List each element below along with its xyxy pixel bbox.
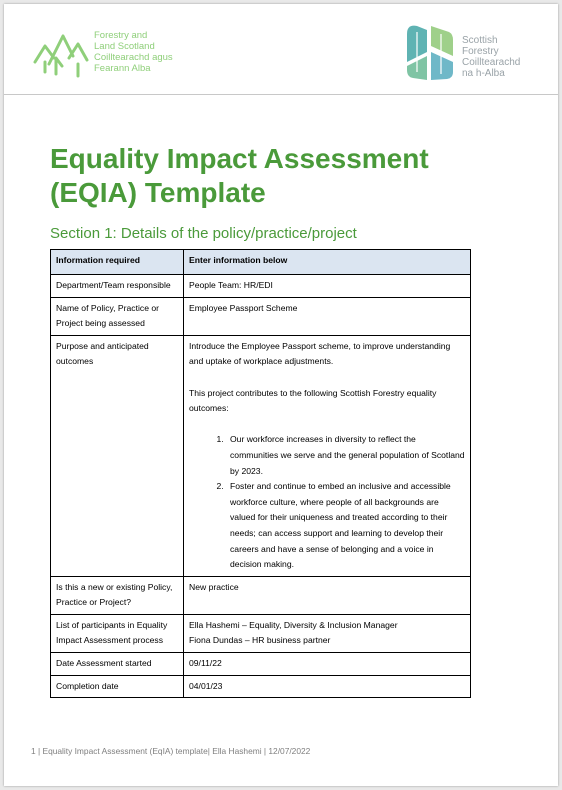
right-logo-line: Coilltearachd bbox=[462, 57, 521, 68]
document-page bbox=[4, 4, 558, 786]
left-logo-line: Coilltearachd agus bbox=[94, 52, 173, 63]
eqia-details-table bbox=[50, 249, 471, 698]
section-heading: Section 1: Details of the policy/practice/project bbox=[50, 225, 357, 242]
row-value[interactable]: 09/11/22 bbox=[184, 653, 471, 676]
row-label: Name of Policy, Practice or Project being assessed bbox=[51, 297, 184, 335]
purpose-cell[interactable] bbox=[184, 335, 471, 576]
forestry-and-land-scotland-logo-icon bbox=[32, 28, 90, 80]
participant: Ella Hashemi – Equality, Diversity & Inclusion Manager bbox=[189, 619, 398, 630]
table-row bbox=[51, 335, 471, 576]
row-value[interactable]: People Team: HR/EDI bbox=[184, 275, 471, 298]
table-row bbox=[51, 275, 471, 298]
title-line: Equality Impact Assessment bbox=[50, 143, 429, 174]
row-value[interactable]: Employee Passport Scheme bbox=[184, 297, 471, 335]
left-logo-line: Land Scotland bbox=[94, 41, 155, 52]
table-row bbox=[51, 675, 471, 698]
forestry-and-land-scotland-wordmark bbox=[94, 30, 173, 74]
row-label: Date Assessment started bbox=[51, 653, 184, 676]
row-label: List of participants in Equality Impact Assessment process bbox=[51, 614, 184, 652]
column-header: Information required bbox=[51, 250, 184, 275]
left-logo-line: Forestry and bbox=[94, 30, 148, 41]
column-header: Enter information below bbox=[184, 250, 471, 275]
table-row bbox=[51, 653, 471, 676]
list-item: 1. Our workforce increases in diversity to reflect the communities we serve and the general population of Scotland by 2023. bbox=[226, 432, 465, 479]
list-item: 2. Foster and continue to embed an inclusive and accessible workforce culture, where people of all backgrounds are valued for their uniqueness and treated according to their needs; can access support and learning to develop their careers and have a sense of belonging and a voice in decision making. bbox=[226, 479, 465, 573]
scottish-forestry-wordmark bbox=[462, 35, 520, 79]
document-title bbox=[50, 142, 510, 210]
left-logo-line: Fearann Alba bbox=[94, 63, 151, 74]
row-value[interactable]: New practice bbox=[184, 576, 471, 614]
table-row bbox=[51, 297, 471, 335]
table-row bbox=[51, 614, 471, 652]
right-logo-line: na h-Alba bbox=[462, 68, 505, 79]
table-row bbox=[51, 576, 471, 614]
scottish-forestry-logo-icon bbox=[405, 22, 455, 82]
title-line: (EQIA) Template bbox=[50, 177, 266, 208]
right-logo-line: Forestry bbox=[462, 46, 499, 57]
page-header bbox=[4, 4, 558, 95]
equality-outcomes-list bbox=[189, 432, 465, 572]
page-footer: 1 | Equality Impact Assessment (EqIA) template| Ella Hashemi | 12/07/2022 bbox=[31, 746, 311, 756]
purpose-contribution: This project contributes to the following Scottish Forestry equality outcomes: bbox=[189, 387, 437, 414]
row-label: Completion date bbox=[51, 675, 184, 698]
table-header-row bbox=[51, 250, 471, 275]
row-label: Department/Team responsible bbox=[51, 275, 184, 298]
row-value[interactable]: 04/01/23 bbox=[184, 675, 471, 698]
participants-cell[interactable] bbox=[184, 614, 471, 652]
row-label: Purpose and anticipated outcomes bbox=[51, 335, 184, 576]
purpose-intro: Introduce the Employee Passport scheme, to improve understanding and uptake of workplace adjustments. bbox=[189, 340, 451, 367]
right-logo-line: Scottish bbox=[462, 35, 498, 46]
participant: Fiona Dundas – HR business partner bbox=[189, 635, 331, 646]
row-label: Is this a new or existing Policy, Practice or Project? bbox=[51, 576, 184, 614]
